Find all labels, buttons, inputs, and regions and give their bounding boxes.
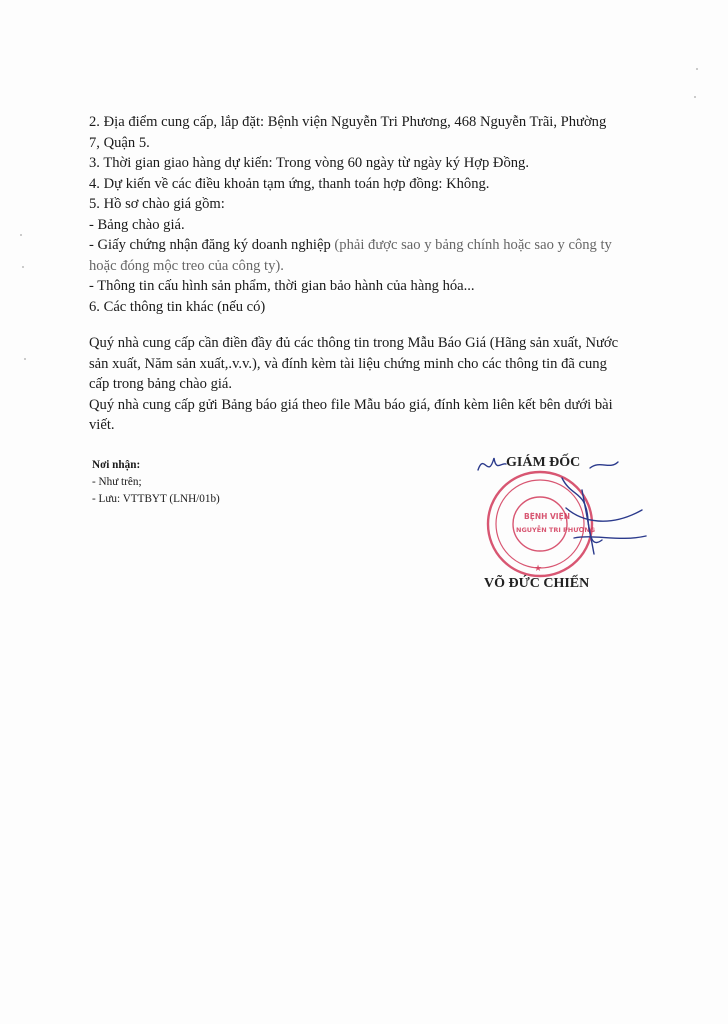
body-line: hoặc đóng mộc treo của công ty).	[89, 257, 284, 274]
body-content	[89, 112, 644, 317]
note-line: sản xuất, Năm sản xuất,.v.v.), và đính kèm tài liệu chứng minh cho các thông tin đã cung	[89, 355, 607, 372]
svg-text:★: ★	[534, 564, 543, 574]
body-line-note: (phải được sao y bảng chính hoặc sao y công ty	[334, 237, 612, 253]
signer-name: VÕ ĐỨC CHIẾN	[484, 576, 590, 591]
recipients-block	[92, 457, 220, 508]
recipient-item: - Lưu: VTTBYT (LNH/01b)	[92, 493, 220, 505]
body-line: 6. Các thông tin khác (nếu có)	[89, 298, 266, 315]
signature-title: GIÁM ĐỐC	[506, 455, 581, 470]
recipients-title: Nơi nhận:	[92, 459, 141, 471]
body-line: 7, Quận 5.	[89, 134, 150, 151]
body-line: 3. Thời gian giao hàng dự kiến: Trong vòng 60 ngày từ ngày ký Hợp Đồng.	[89, 155, 529, 171]
recipient-item: - Như trên;	[92, 476, 142, 488]
body-line: - Thông tin cấu hình sản phẩm, thời gian bảo hành của hàng hóa...	[89, 278, 475, 294]
body-line: 5. Hồ sơ chào giá gồm:	[89, 196, 225, 212]
note-line: cấp trong bảng chào giá.	[89, 376, 233, 392]
scan-speck	[694, 96, 696, 98]
scan-speck	[20, 234, 22, 236]
body-line: 2. Địa điểm cung cấp, lắp đặt: Bệnh viện Nguyễn Tri Phương, 468 Nguyễn Trãi, Phường	[89, 114, 607, 130]
note-line: viết.	[89, 417, 115, 433]
note-line: Quý nhà cung cấp gửi Bảng báo giá theo file Mẫu báo giá, đính kèm liên kết bên dưới bài	[89, 396, 613, 413]
body-line	[89, 235, 644, 256]
body-line-part: - Giấy chứng nhận đăng ký doanh nghiệp	[89, 237, 331, 253]
svg-text:NGUYỄN TRI PHƯƠNG: NGUYỄN TRI PHƯƠNG	[516, 526, 596, 534]
signature-block	[470, 450, 650, 610]
scan-speck	[24, 358, 26, 360]
body-line: 4. Dự kiến về các điều khoản tạm ứng, thanh toán hợp đồng: Không.	[89, 175, 490, 192]
body-line: - Bảng chào giá.	[89, 216, 185, 233]
scan-speck	[696, 68, 698, 70]
svg-text:BỆNH VIỆN: BỆNH VIỆN	[524, 512, 570, 521]
supplier-instructions	[89, 333, 644, 436]
note-line: Quý nhà cung cấp cần điền đầy đủ các thông tin trong Mẫu Báo Giá (Hãng sản xuất, Nước	[89, 335, 619, 351]
scan-speck	[22, 266, 24, 268]
